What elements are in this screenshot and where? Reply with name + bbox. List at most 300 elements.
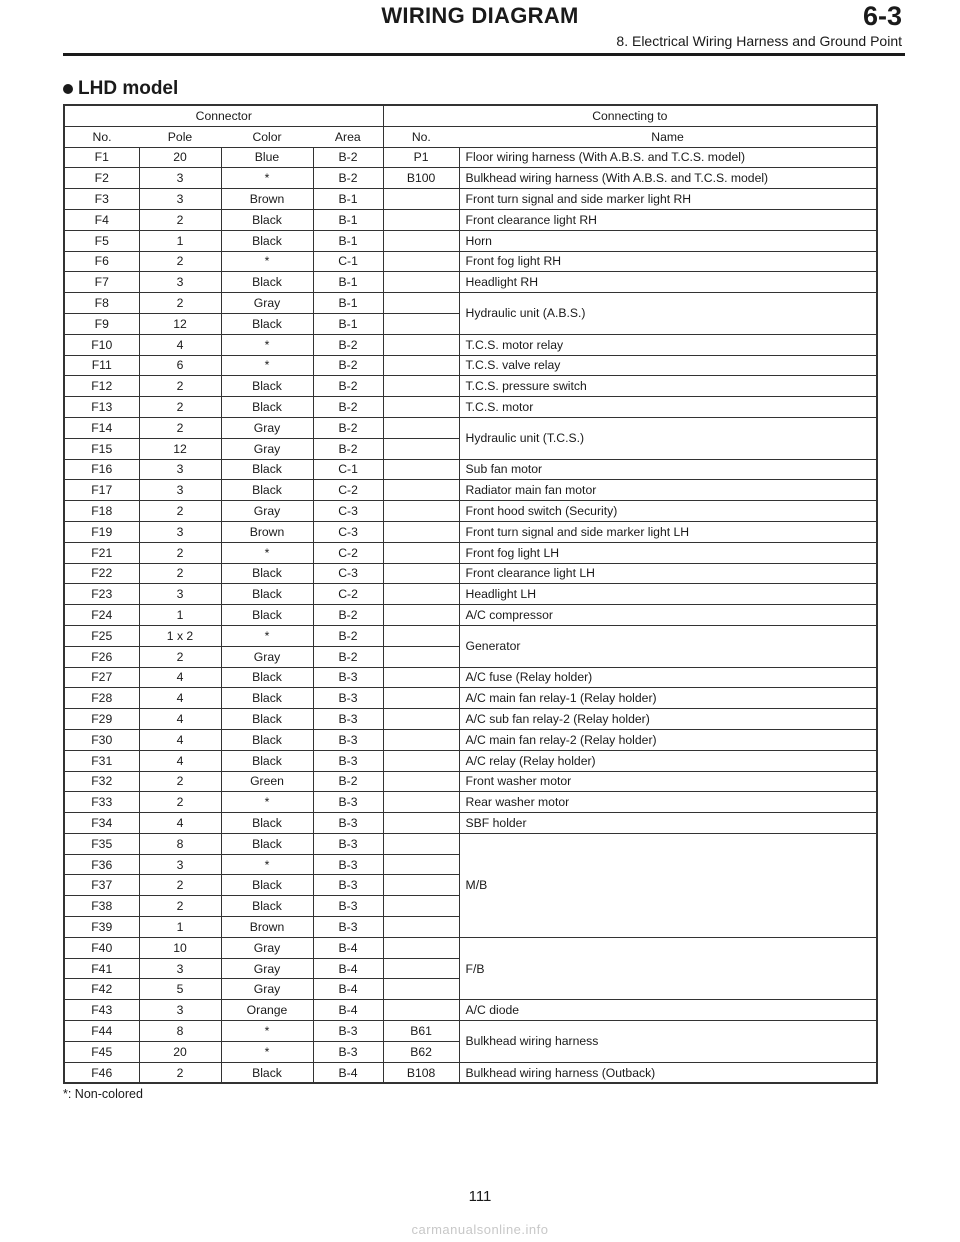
cell-no: F45 (64, 1041, 139, 1062)
cell-connecting-no (383, 397, 459, 418)
cell-no: F22 (64, 563, 139, 584)
cell-no: F5 (64, 230, 139, 251)
cell-name: Front turn signal and side marker light LH (459, 521, 877, 542)
cell-name: Front turn signal and side marker light RH (459, 189, 877, 210)
cell-connecting-no (383, 334, 459, 355)
table-row (64, 709, 877, 730)
cell-no: F11 (64, 355, 139, 376)
cell-color: * (221, 334, 313, 355)
cell-color: Gray (221, 293, 313, 314)
cell-name: A/C main fan relay-1 (Relay holder) (459, 688, 877, 709)
connector-table (63, 104, 878, 1084)
cell-color: Black (221, 667, 313, 688)
cell-no: F44 (64, 1021, 139, 1042)
col-header-name: Name (459, 126, 877, 147)
cell-color: Black (221, 1062, 313, 1083)
cell-no: F17 (64, 480, 139, 501)
cell-no: F31 (64, 750, 139, 771)
cell-area: B-3 (313, 750, 383, 771)
cell-pole: 2 (139, 1062, 221, 1083)
cell-connecting-no (383, 209, 459, 230)
cell-color: Orange (221, 1000, 313, 1021)
cell-area: B-3 (313, 1041, 383, 1062)
section-number: 6-3 (862, 1, 902, 31)
table-row (64, 937, 877, 958)
cell-no: F12 (64, 376, 139, 397)
cell-color: Brown (221, 189, 313, 210)
table-row (64, 563, 877, 584)
cell-color: * (221, 1041, 313, 1062)
cell-pole: 2 (139, 397, 221, 418)
cell-area: B-4 (313, 958, 383, 979)
cell-name: Headlight RH (459, 272, 877, 293)
bullet-icon (63, 84, 73, 94)
cell-connecting-no: B100 (383, 168, 459, 189)
cell-connecting-no (383, 667, 459, 688)
cell-connecting-no (383, 605, 459, 626)
table-group-header (64, 105, 877, 126)
cell-area: B-2 (313, 605, 383, 626)
table-row (64, 1000, 877, 1021)
cell-no: F10 (64, 334, 139, 355)
cell-no: F34 (64, 813, 139, 834)
cell-no: F18 (64, 501, 139, 522)
table-row (64, 293, 877, 314)
table-row (64, 147, 877, 168)
table-row (64, 729, 877, 750)
cell-connecting-no (383, 230, 459, 251)
table-row (64, 272, 877, 293)
cell-pole: 4 (139, 729, 221, 750)
cell-no: F43 (64, 1000, 139, 1021)
cell-area: C-2 (313, 584, 383, 605)
cell-name: F/B (459, 937, 877, 999)
cell-area: C-3 (313, 521, 383, 542)
cell-name: A/C sub fan relay-2 (Relay holder) (459, 709, 877, 730)
cell-connecting-no (383, 501, 459, 522)
cell-connecting-no (383, 729, 459, 750)
cell-name: Bulkhead wiring harness (459, 1021, 877, 1063)
cell-color: Green (221, 771, 313, 792)
table-column-header (64, 126, 877, 147)
cell-connecting-no (383, 625, 459, 646)
table-row (64, 230, 877, 251)
cell-pole: 2 (139, 417, 221, 438)
cell-color: * (221, 251, 313, 272)
cell-no: F21 (64, 542, 139, 563)
cell-name: Floor wiring harness (With A.B.S. and T.C.S. model) (459, 147, 877, 168)
cell-area: B-3 (313, 875, 383, 896)
cell-pole: 2 (139, 896, 221, 917)
table-row (64, 355, 877, 376)
col-header-pole: Pole (139, 126, 221, 147)
table-row (64, 584, 877, 605)
cell-connecting-no (383, 875, 459, 896)
cell-color: Black (221, 313, 313, 334)
cell-name: SBF holder (459, 813, 877, 834)
cell-pole: 3 (139, 168, 221, 189)
cell-color: Black (221, 605, 313, 626)
cell-color: Black (221, 896, 313, 917)
table-row (64, 667, 877, 688)
cell-pole: 3 (139, 189, 221, 210)
cell-name: Horn (459, 230, 877, 251)
cell-connecting-no: P1 (383, 147, 459, 168)
cell-color: Black (221, 376, 313, 397)
cell-pole: 2 (139, 293, 221, 314)
cell-pole: 4 (139, 667, 221, 688)
cell-no: F15 (64, 438, 139, 459)
cell-area: B-1 (313, 272, 383, 293)
cell-name: Sub fan motor (459, 459, 877, 480)
cell-connecting-no (383, 688, 459, 709)
cell-color: Black (221, 563, 313, 584)
cell-name: Front clearance light LH (459, 563, 877, 584)
cell-color: Black (221, 875, 313, 896)
cell-connecting-no (383, 376, 459, 397)
cell-connecting-no (383, 896, 459, 917)
cell-color: * (221, 355, 313, 376)
page-header-title: WIRING DIAGRAM (381, 3, 579, 28)
cell-name: Front fog light LH (459, 542, 877, 563)
cell-no: F2 (64, 168, 139, 189)
cell-no: F39 (64, 917, 139, 938)
cell-connecting-no (383, 833, 459, 854)
cell-area: B-2 (313, 438, 383, 459)
cell-color: Gray (221, 958, 313, 979)
page-subtitle: 8. Electrical Wiring Harness and Ground Point (616, 33, 902, 49)
cell-connecting-no (383, 251, 459, 272)
cell-area: B-3 (313, 688, 383, 709)
cell-no: F4 (64, 209, 139, 230)
cell-no: F23 (64, 584, 139, 605)
cell-color: * (221, 854, 313, 875)
cell-connecting-no: B61 (383, 1021, 459, 1042)
cell-pole: 2 (139, 501, 221, 522)
table-row (64, 397, 877, 418)
cell-pole: 2 (139, 376, 221, 397)
cell-pole: 1 (139, 230, 221, 251)
table-row (64, 501, 877, 522)
table-row (64, 688, 877, 709)
cell-pole: 2 (139, 646, 221, 667)
cell-connecting-no (383, 750, 459, 771)
cell-name: A/C main fan relay-2 (Relay holder) (459, 729, 877, 750)
cell-pole: 5 (139, 979, 221, 1000)
table-row (64, 813, 877, 834)
section-title: LHD model (78, 78, 179, 99)
cell-color: Gray (221, 937, 313, 958)
cell-color: Black (221, 688, 313, 709)
cell-area: B-3 (313, 833, 383, 854)
table-row (64, 771, 877, 792)
cell-area: B-4 (313, 937, 383, 958)
cell-no: F27 (64, 667, 139, 688)
cell-name: Front hood switch (Security) (459, 501, 877, 522)
cell-name: T.C.S. motor (459, 397, 877, 418)
cell-no: F14 (64, 417, 139, 438)
cell-no: F7 (64, 272, 139, 293)
cell-no: F42 (64, 979, 139, 1000)
cell-connecting-no (383, 272, 459, 293)
table-row (64, 750, 877, 771)
table-row (64, 605, 877, 626)
cell-area: B-3 (313, 667, 383, 688)
cell-name: T.C.S. motor relay (459, 334, 877, 355)
cell-name: Hydraulic unit (T.C.S.) (459, 417, 877, 459)
cell-pole: 3 (139, 1000, 221, 1021)
cell-no: F24 (64, 605, 139, 626)
cell-no: F33 (64, 792, 139, 813)
cell-name: M/B (459, 833, 877, 937)
cell-pole: 8 (139, 833, 221, 854)
cell-no: F30 (64, 729, 139, 750)
cell-connecting-no (383, 542, 459, 563)
table-row (64, 521, 877, 542)
cell-pole: 4 (139, 709, 221, 730)
cell-no: F26 (64, 646, 139, 667)
cell-color: * (221, 542, 313, 563)
cell-color: Gray (221, 646, 313, 667)
cell-no: F3 (64, 189, 139, 210)
cell-pole: 3 (139, 459, 221, 480)
cell-pole: 6 (139, 355, 221, 376)
cell-pole: 4 (139, 334, 221, 355)
cell-connecting-no (383, 584, 459, 605)
cell-pole: 2 (139, 251, 221, 272)
table-row (64, 209, 877, 230)
cell-connecting-no (383, 563, 459, 584)
cell-connecting-no (383, 438, 459, 459)
cell-color: Black (221, 813, 313, 834)
cell-pole: 3 (139, 584, 221, 605)
cell-area: B-2 (313, 771, 383, 792)
col-header-connecting-no: No. (383, 126, 459, 147)
table-row (64, 376, 877, 397)
section-heading (63, 78, 178, 100)
cell-color: * (221, 168, 313, 189)
table-row (64, 625, 877, 646)
cell-connecting-no (383, 958, 459, 979)
cell-pole: 12 (139, 438, 221, 459)
cell-pole: 8 (139, 1021, 221, 1042)
cell-name: A/C fuse (Relay holder) (459, 667, 877, 688)
cell-no: F13 (64, 397, 139, 418)
cell-pole: 2 (139, 771, 221, 792)
cell-no: F40 (64, 937, 139, 958)
cell-name: Generator (459, 625, 877, 667)
cell-no: F19 (64, 521, 139, 542)
table-row (64, 480, 877, 501)
cell-area: B-2 (313, 376, 383, 397)
cell-area: B-3 (313, 792, 383, 813)
col-header-area: Area (313, 126, 383, 147)
cell-pole: 20 (139, 147, 221, 168)
cell-connecting-no (383, 417, 459, 438)
cell-color: Gray (221, 438, 313, 459)
cell-name: T.C.S. valve relay (459, 355, 877, 376)
cell-area: C-1 (313, 251, 383, 272)
cell-area: B-1 (313, 230, 383, 251)
cell-name: Radiator main fan motor (459, 480, 877, 501)
cell-pole: 4 (139, 750, 221, 771)
cell-no: F35 (64, 833, 139, 854)
cell-connecting-no (383, 646, 459, 667)
cell-color: Black (221, 397, 313, 418)
cell-connecting-no (383, 709, 459, 730)
cell-no: F1 (64, 147, 139, 168)
cell-no: F32 (64, 771, 139, 792)
cell-area: B-2 (313, 397, 383, 418)
cell-area: B-2 (313, 625, 383, 646)
cell-area: B-3 (313, 1021, 383, 1042)
cell-name: Bulkhead wiring harness (With A.B.S. and T.C.S. model) (459, 168, 877, 189)
cell-pole: 2 (139, 209, 221, 230)
cell-area: B-1 (313, 209, 383, 230)
cell-name: A/C relay (Relay holder) (459, 750, 877, 771)
cell-pole: 1 (139, 605, 221, 626)
cell-no: F38 (64, 896, 139, 917)
cell-color: Black (221, 459, 313, 480)
cell-area: C-2 (313, 480, 383, 501)
cell-name: Bulkhead wiring harness (Outback) (459, 1062, 877, 1083)
table-row (64, 251, 877, 272)
cell-color: Black (221, 833, 313, 854)
cell-connecting-no (383, 917, 459, 938)
table-row (64, 334, 877, 355)
cell-area: B-2 (313, 147, 383, 168)
table-row (64, 833, 877, 854)
cell-pole: 2 (139, 875, 221, 896)
cell-color: Brown (221, 917, 313, 938)
cell-color: Brown (221, 521, 313, 542)
cell-area: B-2 (313, 417, 383, 438)
cell-no: F9 (64, 313, 139, 334)
table-row (64, 189, 877, 210)
cell-connecting-no (383, 937, 459, 958)
cell-pole: 1 (139, 917, 221, 938)
footnote: *: Non-colored (63, 1087, 143, 1101)
cell-name: A/C compressor (459, 605, 877, 626)
cell-area: B-2 (313, 334, 383, 355)
table-row (64, 459, 877, 480)
cell-area: B-4 (313, 1062, 383, 1083)
cell-name: T.C.S. pressure switch (459, 376, 877, 397)
cell-pole: 4 (139, 813, 221, 834)
cell-area: C-3 (313, 563, 383, 584)
cell-area: B-3 (313, 813, 383, 834)
cell-area: C-2 (313, 542, 383, 563)
cell-connecting-no (383, 293, 459, 314)
cell-name: Hydraulic unit (A.B.S.) (459, 293, 877, 335)
cell-name: Front fog light RH (459, 251, 877, 272)
cell-area: B-1 (313, 189, 383, 210)
cell-color: Black (221, 729, 313, 750)
cell-connecting-no: B108 (383, 1062, 459, 1083)
cell-color: Blue (221, 147, 313, 168)
cell-color: Black (221, 272, 313, 293)
cell-area: B-1 (313, 313, 383, 334)
cell-connecting-no (383, 854, 459, 875)
cell-connecting-no (383, 521, 459, 542)
cell-connecting-no (383, 459, 459, 480)
cell-no: F16 (64, 459, 139, 480)
table-row (64, 1062, 877, 1083)
cell-color: Gray (221, 501, 313, 522)
col-header-no: No. (64, 126, 139, 147)
cell-area: B-3 (313, 854, 383, 875)
connecting-to-group-header: Connecting to (383, 105, 877, 126)
cell-no: F25 (64, 625, 139, 646)
cell-pole: 3 (139, 854, 221, 875)
cell-color: Gray (221, 417, 313, 438)
table-row (64, 542, 877, 563)
cell-area: B-3 (313, 917, 383, 938)
cell-connecting-no (383, 480, 459, 501)
cell-connecting-no: B62 (383, 1041, 459, 1062)
cell-pole: 3 (139, 480, 221, 501)
cell-area: B-2 (313, 646, 383, 667)
cell-pole: 3 (139, 272, 221, 293)
cell-area: B-4 (313, 979, 383, 1000)
cell-area: B-3 (313, 729, 383, 750)
cell-no: F6 (64, 251, 139, 272)
cell-area: B-3 (313, 896, 383, 917)
cell-connecting-no (383, 1000, 459, 1021)
connector-group-header: Connector (64, 105, 383, 126)
table-row (64, 1021, 877, 1042)
cell-pole: 3 (139, 521, 221, 542)
cell-no: F41 (64, 958, 139, 979)
cell-pole: 1 x 2 (139, 625, 221, 646)
col-header-color: Color (221, 126, 313, 147)
cell-connecting-no (383, 771, 459, 792)
cell-area: B-2 (313, 168, 383, 189)
cell-area: B-1 (313, 293, 383, 314)
cell-pole: 4 (139, 688, 221, 709)
cell-connecting-no (383, 355, 459, 376)
cell-no: F29 (64, 709, 139, 730)
cell-name: Headlight LH (459, 584, 877, 605)
cell-connecting-no (383, 313, 459, 334)
cell-no: F37 (64, 875, 139, 896)
cell-area: C-3 (313, 501, 383, 522)
cell-color: Black (221, 750, 313, 771)
cell-pole: 20 (139, 1041, 221, 1062)
cell-color: * (221, 792, 313, 813)
watermark: carmanualsonline.info (411, 1222, 549, 1237)
cell-name: Front washer motor (459, 771, 877, 792)
cell-no: F46 (64, 1062, 139, 1083)
header-rule (63, 53, 905, 56)
cell-name: Rear washer motor (459, 792, 877, 813)
cell-pole: 2 (139, 563, 221, 584)
cell-no: F8 (64, 293, 139, 314)
page-number: 111 (468, 1188, 492, 1205)
cell-pole: 12 (139, 313, 221, 334)
cell-connecting-no (383, 979, 459, 1000)
cell-no: F28 (64, 688, 139, 709)
cell-pole: 10 (139, 937, 221, 958)
cell-color: Black (221, 709, 313, 730)
cell-pole: 2 (139, 542, 221, 563)
cell-color: Black (221, 584, 313, 605)
cell-area: B-4 (313, 1000, 383, 1021)
cell-name: Front clearance light RH (459, 209, 877, 230)
table-row (64, 417, 877, 438)
cell-connecting-no (383, 792, 459, 813)
cell-connecting-no (383, 189, 459, 210)
